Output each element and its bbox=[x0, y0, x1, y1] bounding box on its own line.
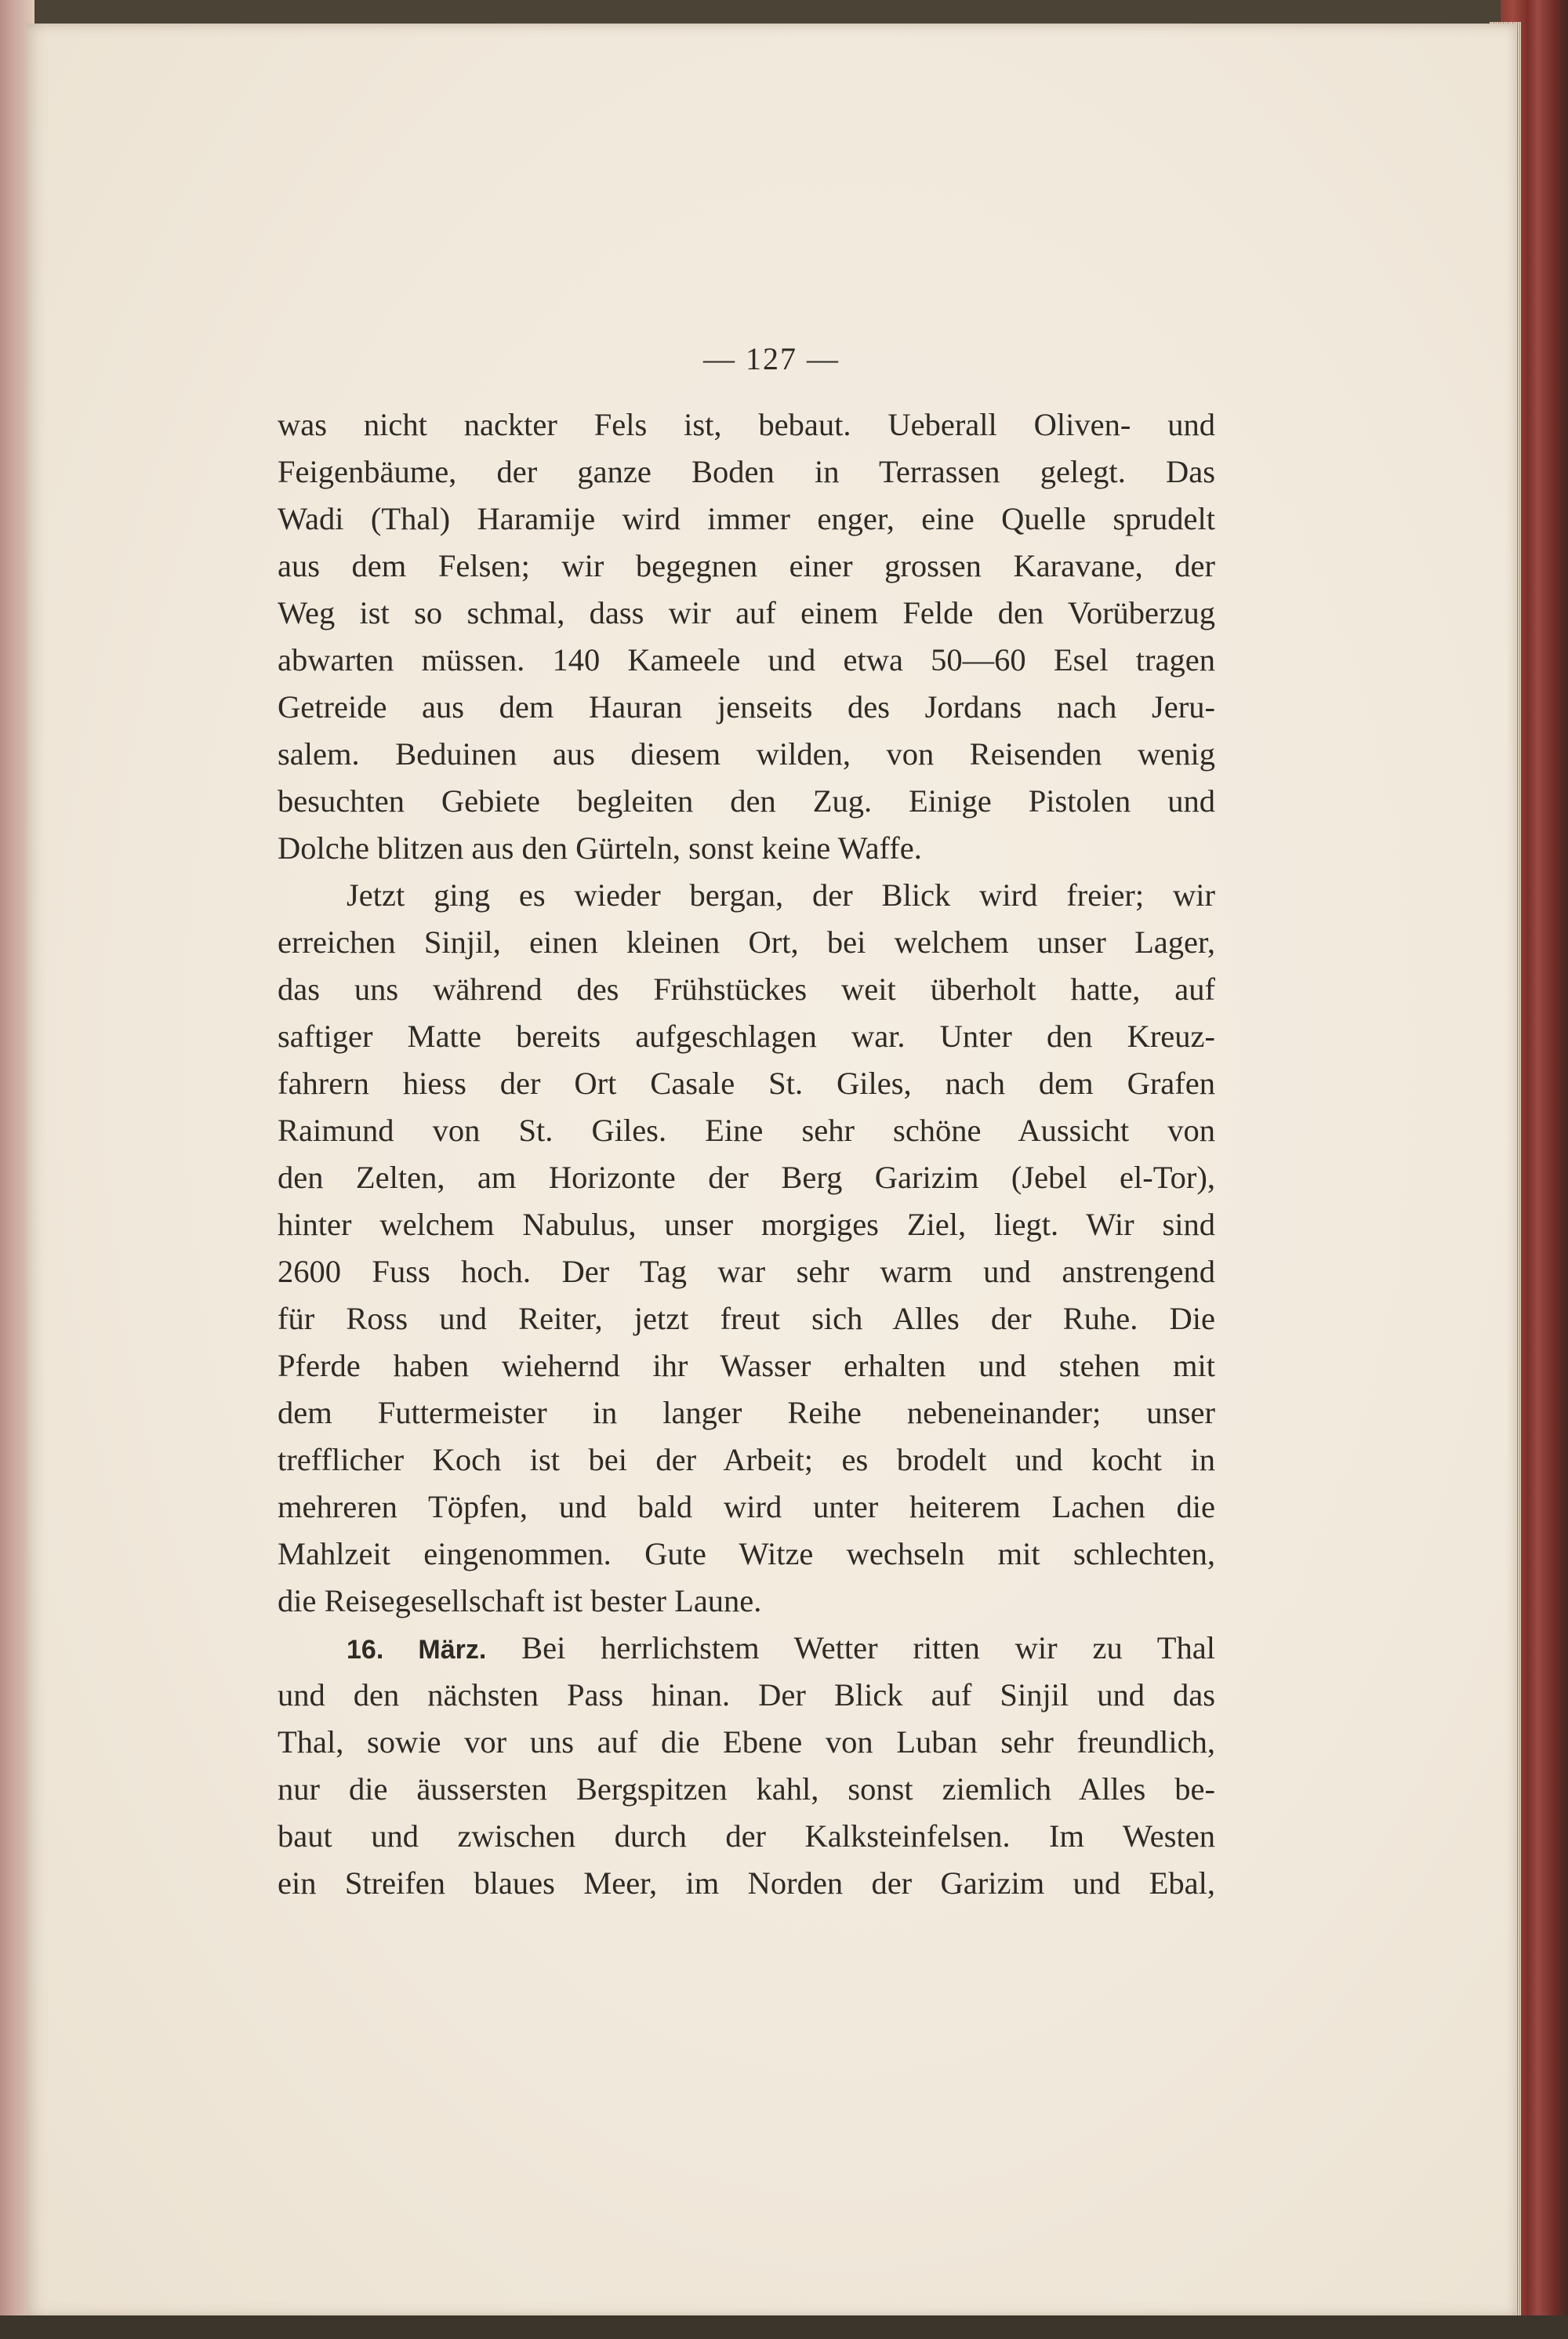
text-line: 2600 Fuss hoch. Der Tag war sehr warm und anstrengend bbox=[278, 1254, 1215, 1289]
text-line: baut und zwischen durch der Kalksteinfelsen. Im Westen bbox=[278, 1818, 1215, 1854]
text-line: Pferde haben wiehernd ihr Wasser erhalten und stehen mit bbox=[278, 1348, 1215, 1383]
text-line: für Ross und Reiter, jetzt freut sich Alles der Ruhe. Die bbox=[278, 1301, 1215, 1336]
text-line: erreichen Sinjil, einen kleinen Ort, bei welchem unser Lager, bbox=[278, 924, 1215, 960]
text-line: den Zelten, am Horizonte der Berg Garizim (Jebel el-Tor), bbox=[278, 1160, 1215, 1195]
text-line: das uns während des Frühstückes weit überholt hatte, auf bbox=[278, 972, 1215, 1007]
text-line: ein Streifen blaues Meer, im Norden der Garizim und Ebal, bbox=[278, 1865, 1215, 1901]
text-line: Jetzt ging es wieder bergan, der Blick wird freier; wir bbox=[347, 877, 1215, 913]
text-line: mehreren Töpfen, und bald wird unter heiterem Lachen die bbox=[278, 1489, 1215, 1524]
text-line: was nicht nackter Fels ist, bebaut. Ueberall Oliven- und bbox=[278, 407, 1215, 442]
paragraph-1 bbox=[278, 401, 1215, 872]
text-line: hinter welchem Nabulus, unser morgiges Ziel, liegt. Wir sind bbox=[278, 1207, 1215, 1242]
text-line: trefflicher Koch ist bei der Arbeit; es brodelt und kocht in bbox=[278, 1442, 1215, 1477]
text-line: und den nächsten Pass hinan. Der Blick auf Sinjil und das bbox=[278, 1677, 1215, 1712]
text-line: nur die äussersten Bergspitzen kahl, sonst ziemlich Alles be- bbox=[278, 1771, 1215, 1807]
text-line: salem. Beduinen aus diesem wilden, von Reisenden wenig bbox=[278, 736, 1215, 772]
text-line: Feigenbäume, der ganze Boden in Terrassen gelegt. Das bbox=[278, 454, 1215, 489]
text-line: Mahlzeit eingenommen. Gute Witze wechseln mit schlechten, bbox=[278, 1536, 1215, 1571]
text-line: Dolche blitzen aus den Gürteln, sonst keine Waffe. bbox=[278, 830, 922, 866]
text-line: die Reisegesellschaft ist bester Laune. bbox=[278, 1583, 762, 1618]
text-line: dem Futtermeister in langer Reihe nebeneinander; unser bbox=[278, 1395, 1215, 1430]
text-line: Getreide aus dem Hauran jenseits des Jordans nach Jeru- bbox=[278, 689, 1215, 725]
scan-bottom-border bbox=[0, 2315, 1568, 2339]
text-line: Thal, sowie vor uns auf die Ebene von Luban sehr freundlich, bbox=[278, 1724, 1215, 1760]
date-heading: 16. März. bbox=[347, 1635, 487, 1665]
scan-top-border bbox=[0, 0, 1568, 24]
paragraph-2 bbox=[278, 872, 1215, 1625]
text-line-content: Bei herrlichstem Wetter ritten wir zu Thal bbox=[486, 1630, 1215, 1665]
text-line: Raimund von St. Giles. Eine sehr schöne Aussicht von bbox=[278, 1113, 1215, 1148]
text-line: abwarten müssen. 140 Kameele und etwa 50—60 Esel tragen bbox=[278, 642, 1215, 677]
body-text bbox=[278, 401, 1215, 1907]
page-number: — 127 — bbox=[703, 341, 840, 376]
text-line: besuchten Gebiete begleiten den Zug. Einige Pistolen und bbox=[278, 783, 1215, 819]
text-line: aus dem Felsen; wir begegnen einer grossen Karavane, der bbox=[278, 548, 1215, 583]
text-line: fahrern hiess der Ort Casale St. Giles, nach dem Grafen bbox=[278, 1066, 1215, 1101]
book-page bbox=[27, 24, 1516, 2317]
text-line bbox=[278, 1625, 1215, 1672]
text-line: saftiger Matte bereits aufgeschlagen war. Unter den Kreuz- bbox=[278, 1019, 1215, 1054]
text-line: Weg ist so schmal, dass wir auf einem Felde den Vorüberzug bbox=[278, 595, 1215, 630]
text-line: Wadi (Thal) Haramije wird immer enger, eine Quelle sprudelt bbox=[278, 501, 1215, 536]
paragraph-3 bbox=[278, 1625, 1215, 1907]
